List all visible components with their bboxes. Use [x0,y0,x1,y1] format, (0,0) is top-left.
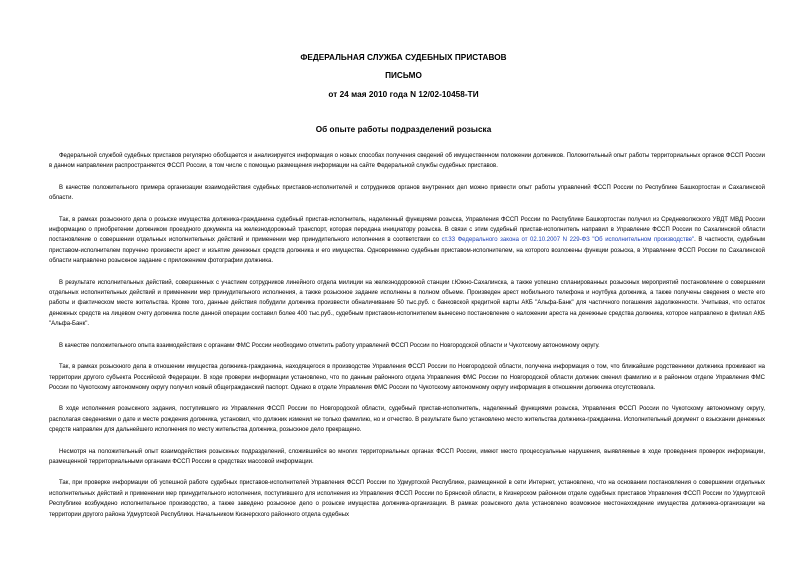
org-heading: ФЕДЕРАЛЬНАЯ СЛУЖБА СУДЕБНЫХ ПРИСТАВОВ [300,53,507,62]
doc-type-heading: ПИСЬМО [385,71,422,80]
law-reference-link[interactable]: ст.33 Федерального закона от 02.10.2007 N 229-ФЗ "Об исполнительном производстве" [441,237,695,244]
paragraph-text: . В частности, судебным приставом-исполнителем поручено произвести арест и изъятие денежных средств должника и его имущества. Одновременно судебным приставом-исполнителем, на которого возложены функции розыска, в Управление ФССП России по Сахалинской области направлено розыскное задание с приложением фотографии должника. [49,237,765,265]
letter-body [49,151,765,531]
paragraph: В качестве положительного примера организации взаимодействия судебных приставов-исполнителей и сотрудников органов внутренних дел можно привести опыт работы управлений ФССП России по Республике Башкортостан и Сахалинской области. [49,184,765,202]
paragraph: Федеральной службой судебных приставов регулярно обобщается и анализируется информация о новых способах получения сведений об имущественном положении должников. Положительный опыт работы территориальных органов ФССП России в данном направлении распространяется ФССП России, в том числе с помощью размещения информации на сайте Федеральной службы судебных приставов. [49,153,765,170]
paragraph-with-link [49,215,765,267]
paragraph: Так, в рамках розыскного дела в отношении имущества должника-гражданина, находящегося в производстве Управления ФССП России по Новгородской области, получена информация о том, что ближайшие родственники должника проживают на территории другого субъекта Российской Федерации. В ходе проверки информации установлено, что по данным районного отдела Управления ФМС России по Новгородской области должник сменил фамилию и в районном отделе Управления ФМС России по Чукотскому автономному округу получил новый общегражданский паспорт. Однако в отделе Управления ФМС России по Чукотскому автономному округу информация в отношении должника отсутствовала. [49,364,765,391]
paragraph: В ходе исполнения розыскного задания, поступившего из Управления ФССП России по Новгородской области, судебный пристав-исполнитель, наделенный функциями розыска, Управления ФССП России по Чукотскому автономному округу, располагая сведениями о дате и месте рождения должника, установил, что должник изменил не только фамилию, но и отчество. В результате было установлено место жительства должника-гражданина. Исполнительный документ о взыскании денежных средств направлен для дальнейшего исполнения по месту жительства должника, розыскное дело прекращено. [49,406,765,434]
paragraph: В качестве положительного опыта взаимодействия с органами ФМС России необходимо отметить работу управлений ФССП России по Новгородской области и Чукотскому автономному округу. [59,342,600,349]
paragraph: Несмотря на положительный опыт взаимодействия розыскных подразделений, сложившийся во многих территориальных органах ФССП России, имеют место процессуальные нарушения, выявляемые в ходе проведения проверок информации, размещенной территориальными органами ФССП России в средствах массовой информации. [49,448,765,465]
paragraph: В результате исполнительных действий, совершенных с участием сотрудников линейного отдела милиции на железнодорожной станции г.Южно-Сахалинска, а также успешно спланированных розыскных мероприятий постановление о совершении отдельных исполнительных действий и применении мер принудительного исполнения, а также розыскное задание исполнены в полном объеме. Произведен арест мобильного телефона и ноутбука должника, а также получены сведения о месте его работы и фактическом месте жительства. Кроме того, данные действия побудили должника произвести обналичивание 50 тыс.руб. с банковской кредитной карты АКБ "Альфа-Банк" для частичного погашения задолженности. Учитывая, что остаток денежных средств на лицевом счету должника после данной операции составил более 400 тыс.руб., судебным приставом-исполнителем вынесено постановление о наложении ареста на денежные средства должника, которое направлено в филиал АКБ "Альфа-Банк". [49,279,765,328]
paragraph-text: Так, в рамках розыскного дела о розыске имущества должника-гражданина судебный пристав-исполнитель, наделенный функциями розыска, Управления ФССП России по Республике Башкортостан получил из Средневолжского УВДТ МВД России информацию о приобретении должником проездного документа на железнодорожный транспорт, которая передана инициатору розыска. В связи с этим судебный пристав-исполнитель направил в Управление ФССП России по Сахалинской области постановление о совершении отдельных исполнительных действий и применении мер принудительного исполнения в соответствии со [49,216,765,244]
subject-heading: Об опыте работы подразделений розыска [315,125,492,134]
paragraph: Так, при проверке информации об успешной работе судебных приставов-исполнителей Управления ФССП России по Удмуртской Республике, размещенной в сети Интернет, установлено, что на основании постановления о совершении отдельных исполнительных действий и применении мер принудительного исполнения, поступившего для исполнения из Управления ФССП России по Брянской области, в Кизнерском районном отделе судебных приставов Управления ФССП России по Удмуртской Республике возбуждено исполнительное производство, а также заведено розыскное дело о розыске имущества должника-организации. В рамках розыскного дела установлено возможное местонахождение имущества должника-организации на территории другого района Удмуртской Республики. Начальником Кизнерского районного отдела судебных [49,480,765,518]
date-number-heading: от 24 мая 2010 года N 12/02-10458-ТИ [328,90,479,99]
